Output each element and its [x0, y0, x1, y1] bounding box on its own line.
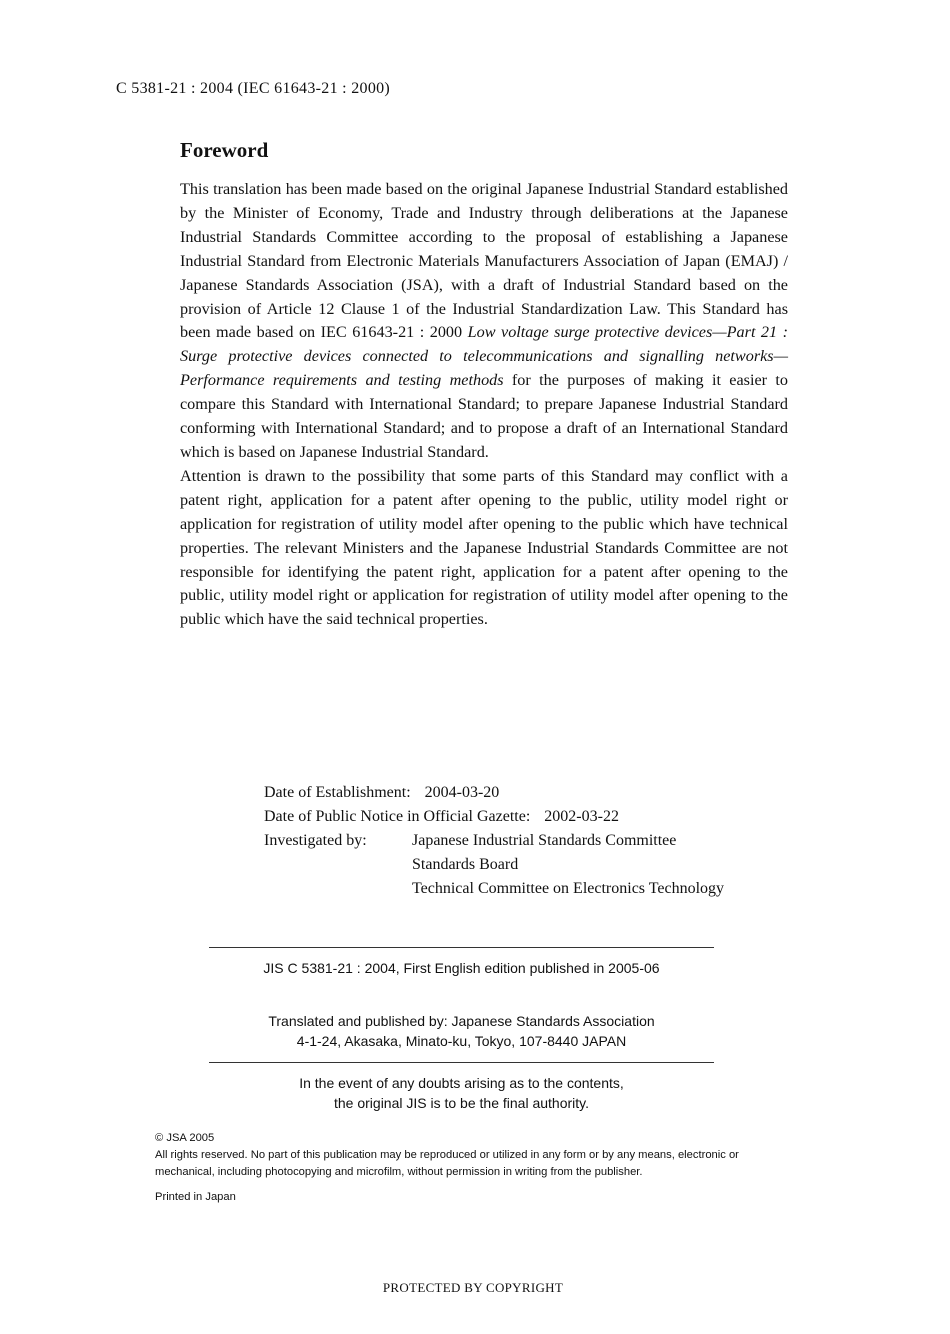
copyright-footer: PROTECTED BY COPYRIGHT [382, 1280, 564, 1295]
divider-top [209, 947, 714, 948]
establishment-row [264, 781, 724, 805]
authority-notice [209, 1073, 714, 1113]
standard-details [264, 781, 724, 901]
edition-info: JIS C 5381-21 : 2004, First English edition published in 2005-06 [263, 960, 660, 976]
copyright-block [155, 1130, 775, 1206]
foreword-p1-text-continued: for the purposes of making it easier to compare this Standard with International Standard; to prepare Japanese Industrial Standard conforming with International Standard; and to propose a draft of an International Standard which is based on Japanese Industrial Standard. [180, 371, 788, 461]
establishment-label: Date of Establishment: [264, 784, 411, 801]
publisher-info [209, 1011, 714, 1051]
establishment-date: 2004-03-20 [424, 784, 500, 801]
rights-statement: All rights reserved. No part of this publication may be reproduced or utilized in any form or by any means, electronic or mechanical, including photocopying and microfilm, without permission in writing from the publisher. [155, 1149, 739, 1178]
divider-bottom [209, 1062, 714, 1063]
investigated-committee: Japanese Industrial Standards Committee [412, 832, 677, 849]
investigated-row [264, 829, 724, 853]
authority-notice-line-2: the original JIS is to be the final authority. [334, 1095, 589, 1111]
investigated-label: Investigated by: [264, 832, 367, 849]
gazette-row [264, 805, 724, 829]
page-header: C 5381-21 : 2004 (IEC 61643-21 : 2000) [116, 80, 391, 97]
foreword-title: Foreword [180, 138, 269, 162]
foreword-paragraph-1 [180, 178, 788, 465]
foreword-body [180, 178, 788, 632]
gazette-date: 2002-03-22 [544, 808, 619, 825]
publisher-name: Translated and published by: Japanese Standards Association [268, 1013, 655, 1029]
authority-notice-line-1: In the event of any doubts arising as to the contents, [299, 1075, 624, 1091]
printed-in: Printed in Japan [155, 1191, 236, 1203]
iec-standard-title: Low voltage surge protective devices—Part 21 : Surge protective devices connected to telecommunications and signalling networks—Performance requirements and testing methods [180, 323, 789, 390]
publisher-address: 4-1-24, Akasaka, Minato-ku, Tokyo, 107-8440 JAPAN [296, 1033, 627, 1049]
investigated-board: Standards Board [412, 856, 519, 873]
foreword-p1-text: This translation has been made based on the original Japanese Industrial Standard established by the Minister of Economy, Trade and Industry through deliberations at the Japanese Industrial Standards Committee according to the proposal of establishing a Japanese Industrial Standard from Electronic Materials Manufacturers Association of Japan (EMAJ) / Japanese Standards Association (JSA), with a draft of Industrial Standard based on the provision of Article 12 Clause 1 of the Industrial Standardization Law. This Standard has been made based on IEC 61643-21 : 2000 [180, 180, 788, 342]
investigated-technical-committee: Technical Committee on Electronics Technology [412, 880, 725, 897]
gazette-label: Date of Public Notice in Official Gazette: [264, 808, 531, 825]
foreword-paragraph-2: Attention is drawn to the possibility that some parts of this Standard may conflict with a patent right, application for a patent after opening to the public, utility model right or application for registration of utility model after opening to the public which have technical properties. The relevant Ministers and the Japanese Industrial Standards Committee are not responsible for identifying the patent right, application for a patent after opening to the public, utility model right or application for registration of utility model after opening to the public which have the said technical properties. [180, 466, 788, 629]
copyright-notice: © JSA 2005 [155, 1132, 215, 1144]
